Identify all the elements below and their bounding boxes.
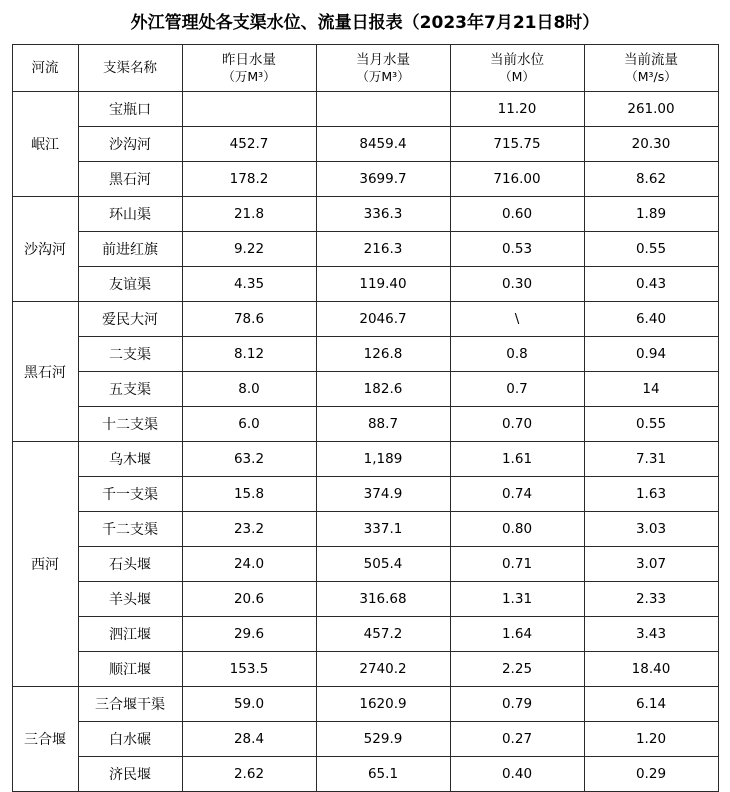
table-row <box>12 127 718 162</box>
cell-month-volume: 1,189 <box>316 442 450 477</box>
cell-current-flow: 6.14 <box>584 687 718 722</box>
cell-month-volume: 336.3 <box>316 197 450 232</box>
table-row <box>12 617 718 652</box>
column-header-canal-label: 支渠名称 <box>103 59 157 76</box>
table-row <box>12 512 718 547</box>
cell-yesterday-volume: 452.7 <box>182 127 316 162</box>
cell-current-level: 0.30 <box>450 267 584 302</box>
cell-yesterday-volume: 59.0 <box>182 687 316 722</box>
table-row <box>12 477 718 512</box>
cell-canal-name: 顺江堰 <box>78 652 182 687</box>
cell-canal-name: 十二支渠 <box>78 407 182 442</box>
cell-yesterday-volume: 178.2 <box>182 162 316 197</box>
cell-current-level: 1.61 <box>450 442 584 477</box>
cell-month-volume: 216.3 <box>316 232 450 267</box>
cell-canal-name: 沙沟河 <box>78 127 182 162</box>
cell-current-level: 11.20 <box>450 92 584 127</box>
cell-yesterday-volume: 2.62 <box>182 757 316 792</box>
water-level-flow-table <box>12 44 719 792</box>
cell-month-volume: 182.6 <box>316 372 450 407</box>
cell-current-level: 0.70 <box>450 407 584 442</box>
table-row <box>12 267 718 302</box>
cell-canal-name: 友谊渠 <box>78 267 182 302</box>
table-row <box>12 582 718 617</box>
cell-current-level: 1.64 <box>450 617 584 652</box>
column-header-yesterday-volume-unit: （万M³） <box>222 68 276 84</box>
cell-current-flow: 1.20 <box>584 722 718 757</box>
table-header-row <box>12 45 718 92</box>
cell-canal-name: 羊头堰 <box>78 582 182 617</box>
cell-current-level: 0.79 <box>450 687 584 722</box>
cell-yesterday-volume: 15.8 <box>182 477 316 512</box>
cell-yesterday-volume <box>182 92 316 127</box>
column-header-current-flow-unit: （M³/s） <box>625 68 677 84</box>
cell-current-level: 0.27 <box>450 722 584 757</box>
column-header-yesterday-volume <box>182 45 316 92</box>
cell-month-volume: 2046.7 <box>316 302 450 337</box>
cell-current-level: 1.31 <box>450 582 584 617</box>
cell-current-level: 0.8 <box>450 337 584 372</box>
table-row <box>12 652 718 687</box>
cell-yesterday-volume: 153.5 <box>182 652 316 687</box>
column-header-river-label: 河流 <box>31 59 59 76</box>
cell-current-level: 0.60 <box>450 197 584 232</box>
column-header-canal <box>78 45 182 92</box>
cell-yesterday-volume: 28.4 <box>182 722 316 757</box>
cell-month-volume: 1620.9 <box>316 687 450 722</box>
table-row <box>12 547 718 582</box>
column-header-current-level-unit: （M） <box>499 68 535 84</box>
cell-yesterday-volume: 9.22 <box>182 232 316 267</box>
cell-current-level: 716.00 <box>450 162 584 197</box>
cell-yesterday-volume: 23.2 <box>182 512 316 547</box>
column-header-river <box>12 45 78 92</box>
cell-current-flow: 3.03 <box>584 512 718 547</box>
column-header-current-flow <box>584 45 718 92</box>
cell-current-flow: 0.29 <box>584 757 718 792</box>
cell-canal-name: 二支渠 <box>78 337 182 372</box>
cell-current-level: 0.40 <box>450 757 584 792</box>
cell-month-volume: 3699.7 <box>316 162 450 197</box>
table-row <box>12 407 718 442</box>
cell-month-volume: 316.68 <box>316 582 450 617</box>
table-row <box>12 372 718 407</box>
cell-current-flow: 3.43 <box>584 617 718 652</box>
column-header-month-volume-unit: （万M³） <box>356 68 410 84</box>
cell-current-flow: 20.30 <box>584 127 718 162</box>
cell-current-level: 0.7 <box>450 372 584 407</box>
cell-current-flow: 0.55 <box>584 232 718 267</box>
cell-canal-name: 千一支渠 <box>78 477 182 512</box>
cell-canal-name: 五支渠 <box>78 372 182 407</box>
cell-yesterday-volume: 4.35 <box>182 267 316 302</box>
cell-canal-name: 泗江堰 <box>78 617 182 652</box>
cell-current-level: 0.80 <box>450 512 584 547</box>
page-title: 外江管理处各支渠水位、流量日报表（2023年7月21日8时） <box>130 13 600 33</box>
cell-yesterday-volume: 63.2 <box>182 442 316 477</box>
table-row <box>12 442 718 477</box>
cell-yesterday-volume: 8.12 <box>182 337 316 372</box>
cell-yesterday-volume: 21.8 <box>182 197 316 232</box>
cell-current-flow: 14 <box>584 372 718 407</box>
cell-current-level: 2.25 <box>450 652 584 687</box>
cell-river: 沙沟河 <box>12 197 78 302</box>
table-body <box>12 92 718 792</box>
cell-current-flow: 0.55 <box>584 407 718 442</box>
cell-river: 黑石河 <box>12 302 78 442</box>
cell-canal-name: 石头堰 <box>78 547 182 582</box>
column-header-month-volume <box>316 45 450 92</box>
cell-current-level: 0.71 <box>450 547 584 582</box>
column-header-current-level-label: 当前水位 <box>490 51 544 68</box>
cell-current-level: 715.75 <box>450 127 584 162</box>
cell-month-volume: 65.1 <box>316 757 450 792</box>
table-row <box>12 757 718 792</box>
column-header-month-volume-label: 当月水量 <box>356 51 410 68</box>
cell-month-volume: 457.2 <box>316 617 450 652</box>
cell-current-flow: 7.31 <box>584 442 718 477</box>
table-row <box>12 232 718 267</box>
cell-current-level: \ <box>450 302 584 337</box>
cell-river: 西河 <box>12 442 78 687</box>
cell-current-flow: 8.62 <box>584 162 718 197</box>
cell-month-volume: 8459.4 <box>316 127 450 162</box>
cell-current-flow: 2.33 <box>584 582 718 617</box>
table-row <box>12 197 718 232</box>
cell-yesterday-volume: 24.0 <box>182 547 316 582</box>
cell-current-flow: 3.07 <box>584 547 718 582</box>
table-header <box>12 45 718 92</box>
cell-month-volume: 505.4 <box>316 547 450 582</box>
cell-yesterday-volume: 29.6 <box>182 617 316 652</box>
cell-current-flow: 6.40 <box>584 302 718 337</box>
cell-current-flow: 0.43 <box>584 267 718 302</box>
table-row <box>12 687 718 722</box>
cell-yesterday-volume: 78.6 <box>182 302 316 337</box>
cell-canal-name: 爱民大河 <box>78 302 182 337</box>
cell-month-volume: 88.7 <box>316 407 450 442</box>
column-header-current-level <box>450 45 584 92</box>
cell-yesterday-volume: 8.0 <box>182 372 316 407</box>
cell-canal-name: 济民堰 <box>78 757 182 792</box>
cell-canal-name: 千二支渠 <box>78 512 182 547</box>
cell-month-volume: 529.9 <box>316 722 450 757</box>
cell-river: 三合堰 <box>12 687 78 792</box>
cell-current-level: 0.74 <box>450 477 584 512</box>
cell-month-volume: 337.1 <box>316 512 450 547</box>
column-header-current-flow-label: 当前流量 <box>624 51 678 68</box>
table-row <box>12 302 718 337</box>
column-header-yesterday-volume-label: 昨日水量 <box>222 51 276 68</box>
cell-canal-name: 前进红旗 <box>78 232 182 267</box>
cell-canal-name: 黑石河 <box>78 162 182 197</box>
cell-yesterday-volume: 20.6 <box>182 582 316 617</box>
cell-canal-name: 三合堰干渠 <box>78 687 182 722</box>
table-row <box>12 162 718 197</box>
cell-current-flow: 18.40 <box>584 652 718 687</box>
cell-current-flow: 1.89 <box>584 197 718 232</box>
cell-month-volume: 119.40 <box>316 267 450 302</box>
cell-canal-name: 乌木堰 <box>78 442 182 477</box>
cell-month-volume: 2740.2 <box>316 652 450 687</box>
cell-canal-name: 环山渠 <box>78 197 182 232</box>
cell-month-volume: 374.9 <box>316 477 450 512</box>
table-row <box>12 722 718 757</box>
cell-current-flow: 261.00 <box>584 92 718 127</box>
cell-current-level: 0.53 <box>450 232 584 267</box>
cell-canal-name: 白水碾 <box>78 722 182 757</box>
cell-river: 岷江 <box>12 92 78 197</box>
cell-current-flow: 0.94 <box>584 337 718 372</box>
cell-month-volume <box>316 92 450 127</box>
cell-month-volume: 126.8 <box>316 337 450 372</box>
cell-current-flow: 1.63 <box>584 477 718 512</box>
cell-canal-name: 宝瓶口 <box>78 92 182 127</box>
table-row <box>12 92 718 127</box>
cell-yesterday-volume: 6.0 <box>182 407 316 442</box>
table-row <box>12 337 718 372</box>
